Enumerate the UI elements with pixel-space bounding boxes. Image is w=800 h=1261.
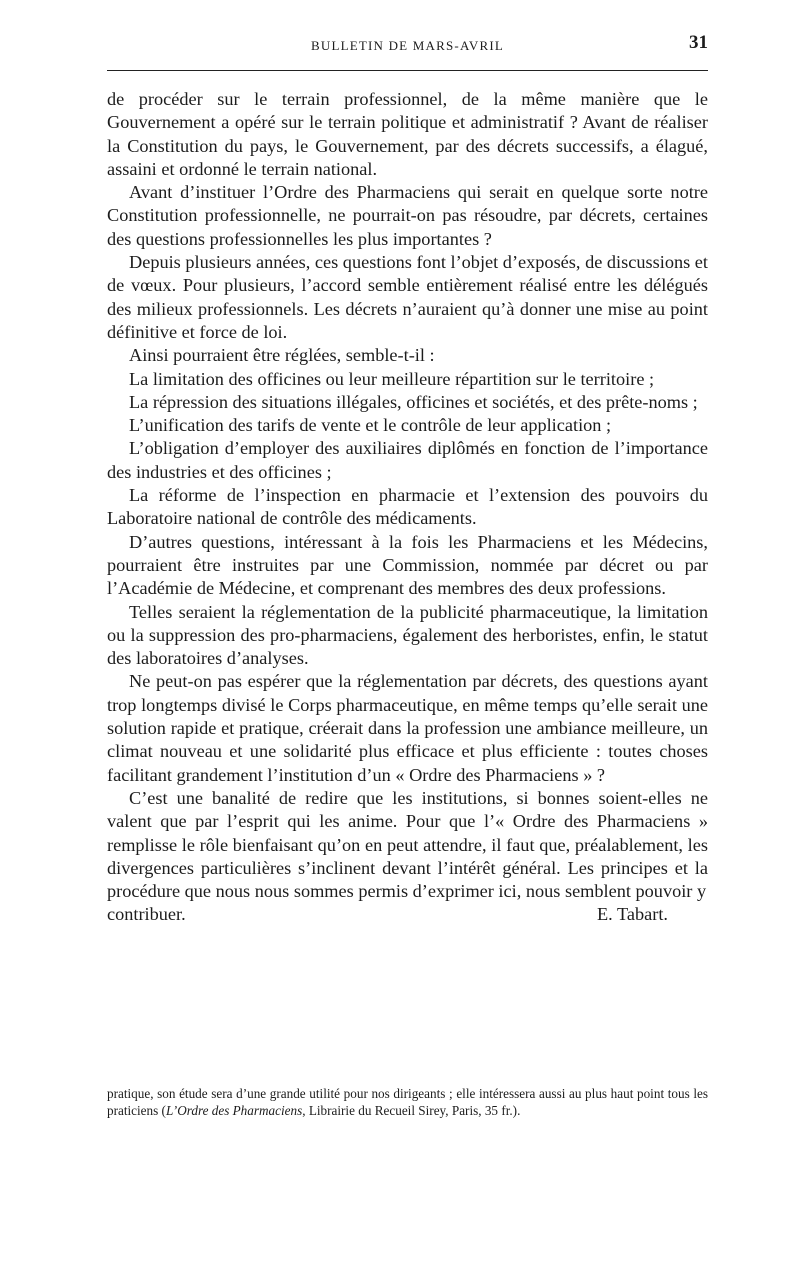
footnote [107,1085,708,1119]
list-item: L’obligation d’employer des auxiliaires diplômés en fonction de l’importance des industries et des officines ; [107,438,708,482]
paragraph: Ne peut-on pas espérer que la réglementation par décrets, des questions ayant trop longtemps divisé le Corps pharmaceutique, en même temps qu’elle serait une solution rapide et pratique, créerait dans la profession une ambiance meilleure, un climat nouveau et une solidarité plus efficace et plus efficiente : toutes choses facilitant grandement l’institution d’un « Ordre des Pharmaciens » ? [107,671,708,785]
paragraph: Telles seraient la réglementation de la publicité pharmaceutique, la limitation ou la suppression des pro-pharmaciens, également des herboristes, enfin, le statut des laboratoires d’analyses. [107,601,708,669]
list-item: La réforme de l’inspection en pharmacie et l’extension des pouvoirs du Laboratoire national de contrôle des médicaments. [107,485,708,529]
list-item: La répression des situations illégales, officines et sociétés, et des prête-noms ; [129,391,698,412]
footnote-text: pratique, son étude sera d’une grande utilité pour nos dirigeants ; elle intéressera aussi au plus haut point tous les praticiens ( [107,1086,708,1118]
paragraph: Ainsi pourraient être réglées, semble-t-il : [129,345,435,366]
footnote-text-end: , Librairie du Recueil Sirey, Paris, 35 fr.). [302,1103,521,1118]
paragraph: Avant d’instituer l’Ordre des Pharmaciens qui serait en quelque sorte notre Constitution professionnelle, ne pourrait-on pas résoudre, par décrets, certaines des questions professionnelles les plus importantes ? [107,182,708,249]
running-title: BULLETIN DE MARS-AVRIL [311,38,504,53]
footnote-book-title: L’Ordre des Pharmaciens [165,1103,303,1118]
paragraph: de procéder sur le terrain professionnel, de la même manière que le Gouvernement a opéré sur le terrain politique et administratif ? Avant de réaliser la Constitution du pays, le Gouvernement, par des décrets successifs, a élagué, assaini et ordonné le terrain national. [107,89,708,179]
header-rule [107,70,708,71]
list-item: La limitation des officines ou leur meilleure répartition sur le territoire ; [129,368,655,389]
closing-line [107,903,708,926]
running-header [107,28,708,68]
author-signature: E. Tabart. [597,904,668,925]
paragraph: Depuis plusieurs années, ces questions font l’objet d’exposés, de discussions et de vœux. Pour plusieurs, l’accord semble entièrement réalisé entre les délégués des milieux professionnels. Les décrets n’auraient qu’à donner une mise au point définitive et force de loi. [107,252,708,342]
list-item: L’unification des tarifs de vente et le contrôle de leur application ; [129,415,612,436]
paragraph: C’est une banalité de redire que les institutions, si bonnes soient-elles ne valent que par l’esprit qui les anime. Pour que l’« Ordre des Pharmaciens » remplisse le rôle bienfaisant qu’on en peut attendre, il faut que, préalablement, les divergences particulières s’inclinent devant l’intérêt général. Les principes et la procédure que nous nous sommes permis d’exprimer ici, nous semblent pouvoir y [107,787,708,902]
closing-word: contribuer. [107,904,186,925]
page-number: 31 [689,32,708,53]
article-body [107,88,708,927]
paragraph: D’autres questions, intéressant à la fois les Pharmaciens et les Médecins, pourraient être instruites par une Commission, nommée par décret ou par l’Académie de Médecine, et comprenant des membres des deux professions. [107,531,708,599]
